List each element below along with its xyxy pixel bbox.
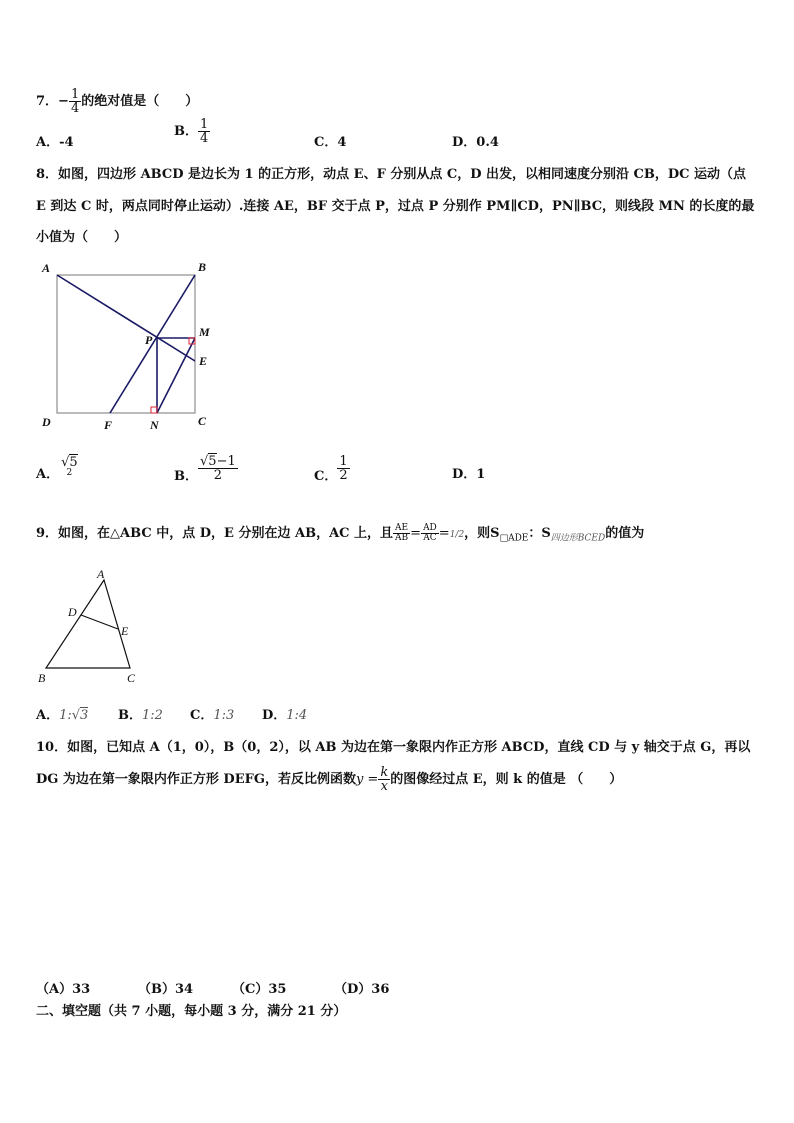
q10-x: x bbox=[380, 779, 388, 794]
q7-b-label: B． bbox=[174, 124, 198, 139]
q9-option-c[interactable] bbox=[190, 704, 234, 723]
q10-line-2 bbox=[36, 766, 622, 793]
q8-figure bbox=[36, 258, 226, 434]
q8-a-radicand: 5 bbox=[69, 454, 78, 470]
q10-option-d[interactable]: （D）36 bbox=[334, 982, 390, 997]
q8-label-D: D bbox=[42, 415, 51, 429]
q9-label-C: C bbox=[127, 671, 136, 685]
q9-a-label: A． bbox=[36, 708, 60, 723]
q9-a-pre: 1: bbox=[59, 708, 72, 723]
q7-b-den: 4 bbox=[200, 131, 209, 146]
q7-d-label: D． bbox=[452, 135, 477, 150]
q8-line-BF bbox=[110, 275, 195, 413]
q9-label-B: B bbox=[38, 671, 46, 685]
q9-b-value: 1:2 bbox=[142, 708, 163, 723]
q8-line-AE bbox=[57, 275, 195, 361]
q8-b-num: √5−1 bbox=[200, 454, 236, 469]
q9-line-DE bbox=[81, 615, 118, 629]
q8-c-num: 1 bbox=[339, 454, 348, 469]
q9-b-label: B． bbox=[118, 708, 142, 723]
q8-a-label: A． bbox=[36, 467, 60, 482]
q7-d-value: 0.4 bbox=[476, 135, 499, 150]
q10-line2-post: 的图像经过点 E，则 k 的值是 （ ） bbox=[390, 772, 623, 787]
q7-b-fraction bbox=[198, 118, 210, 145]
q8-label-A: A bbox=[42, 261, 51, 275]
q8-label-B: B bbox=[198, 260, 207, 274]
q8-d-label: D． bbox=[452, 467, 477, 482]
q8-option-d[interactable] bbox=[452, 463, 485, 482]
q8-b-label: B． bbox=[174, 469, 198, 484]
q7-text: 的绝对值是（ ） bbox=[81, 94, 199, 109]
q8-line-3: 小值为（ ） bbox=[36, 230, 128, 245]
q10-option-a[interactable]: （A）33 bbox=[36, 982, 91, 997]
q7-option-c[interactable] bbox=[314, 131, 346, 150]
q7-a-label: A． bbox=[36, 135, 60, 150]
q7-c-value: 4 bbox=[337, 135, 347, 150]
q9-a-radicand: 3 bbox=[80, 708, 89, 723]
q8-a-den: 2 bbox=[66, 467, 73, 478]
q8-option-b[interactable] bbox=[174, 455, 238, 482]
q8-d-value: 1 bbox=[476, 467, 486, 482]
q9-half: 1/2 bbox=[449, 530, 465, 540]
q9-eq: = bbox=[410, 526, 422, 541]
q8-line-2: E 到达 C 时，两点同时停止运动）.连接 AE，BF 交于点 P，过点 P 分别作 PM∥CD，PN∥BC，则线段 MN 的长度的最 bbox=[36, 199, 755, 214]
q9-middle: ，则S bbox=[464, 526, 500, 541]
q9-f1-num: AE bbox=[395, 523, 409, 533]
q8-label-E: E bbox=[199, 354, 208, 368]
q9-d-value: 1:4 bbox=[286, 708, 308, 723]
q9-d-label: D． bbox=[262, 708, 287, 723]
question-9 bbox=[36, 524, 644, 547]
q8-b-den: 2 bbox=[213, 468, 223, 483]
q9-f1-den: AB bbox=[395, 533, 409, 543]
q10-line-1: 10．如图，已知点 A（1，0），B（0，2），以 AB 为边在第一象限内作正方形 ABCD，直线 CD 与 y 轴交于点 G，再以 bbox=[36, 740, 751, 755]
q7-c-label: C． bbox=[314, 135, 338, 150]
q9-sub1: □ADE bbox=[499, 533, 529, 544]
q8-option-c[interactable] bbox=[314, 455, 350, 482]
q10-fraction bbox=[378, 766, 390, 793]
q9-c-value: 1:3 bbox=[213, 708, 235, 723]
q9-sub2: 四边形BCED bbox=[550, 533, 606, 544]
q10-option-c[interactable]: （C）35 bbox=[232, 982, 287, 997]
q7-frac-num: 1 bbox=[70, 87, 80, 102]
section-2-heading: 二、填空题（共 7 小题，每小题 3 分，满分 21 分） bbox=[36, 1004, 347, 1019]
q10-y-eq: y = bbox=[355, 772, 379, 787]
q8-line-1: 8．如图，四边形 ABCD 是边长为 1 的正方形，动点 E、F 分别从点 C，D 出发，以相同速度分别沿 CB，DC 运动（点 bbox=[36, 167, 746, 182]
q8-right-angle-N bbox=[151, 407, 157, 413]
q8-label-N: N bbox=[150, 418, 159, 432]
q8-option-a[interactable] bbox=[36, 454, 80, 482]
q9-figure bbox=[34, 564, 144, 688]
q8-b-fraction bbox=[198, 455, 238, 482]
q7-number: 7． bbox=[36, 94, 59, 109]
q8-square bbox=[57, 275, 195, 413]
q8-a-num: √5 bbox=[61, 454, 78, 470]
q9-label-D: D bbox=[68, 605, 77, 619]
q9-option-a[interactable]: A．1:√3 bbox=[36, 708, 89, 723]
q9-triangle bbox=[46, 580, 130, 668]
q8-label-C: C bbox=[198, 414, 207, 428]
q9-colon: ：S bbox=[528, 526, 551, 541]
q7-option-d[interactable] bbox=[452, 131, 499, 150]
q9-label-A: A bbox=[97, 567, 105, 581]
q8-label-F: F bbox=[104, 418, 113, 432]
q8-a-fraction bbox=[59, 456, 80, 478]
q7-fraction bbox=[69, 88, 81, 115]
q10-option-b[interactable]: （B）34 bbox=[138, 982, 194, 997]
question-7 bbox=[36, 88, 198, 115]
q9-suffix: 的值为 bbox=[605, 526, 645, 541]
q9-f2-den: AC bbox=[423, 533, 437, 543]
q9-eq2: = bbox=[438, 526, 450, 541]
q9-option-b[interactable] bbox=[118, 704, 163, 723]
q8-c-label: C． bbox=[314, 469, 338, 484]
q7-option-a[interactable] bbox=[36, 131, 74, 150]
q7-minus: − bbox=[58, 94, 69, 109]
q10-line2-pre: DG 为边在第一象限内作正方形 DEFG，若反比例函数 bbox=[36, 772, 356, 787]
q9-c-label: C． bbox=[190, 708, 214, 723]
q8-b-minus: −1 bbox=[216, 454, 236, 469]
q8-label-M: M bbox=[199, 325, 210, 339]
q9-prefix: 9．如图，在△ABC 中，点 D，E 分别在边 AB，AC 上，且 bbox=[36, 526, 394, 541]
q8-c-fraction bbox=[337, 455, 349, 482]
q7-frac-den: 4 bbox=[70, 101, 80, 116]
q9-label-E: E bbox=[121, 624, 129, 638]
q9-option-d[interactable] bbox=[262, 704, 307, 723]
q7-a-value: -4 bbox=[59, 135, 74, 150]
q10-k: k bbox=[380, 765, 389, 780]
q8-label-P: P bbox=[145, 333, 153, 347]
q7-b-num: 1 bbox=[200, 117, 209, 132]
q9-fraction-2 bbox=[421, 524, 439, 543]
q9-f2-num: AD bbox=[423, 523, 437, 533]
q8-c-den: 2 bbox=[339, 468, 348, 483]
q7-option-b[interactable] bbox=[174, 118, 210, 145]
q8-b-radicand: 5 bbox=[208, 454, 217, 469]
q9-fraction-1 bbox=[393, 524, 410, 543]
